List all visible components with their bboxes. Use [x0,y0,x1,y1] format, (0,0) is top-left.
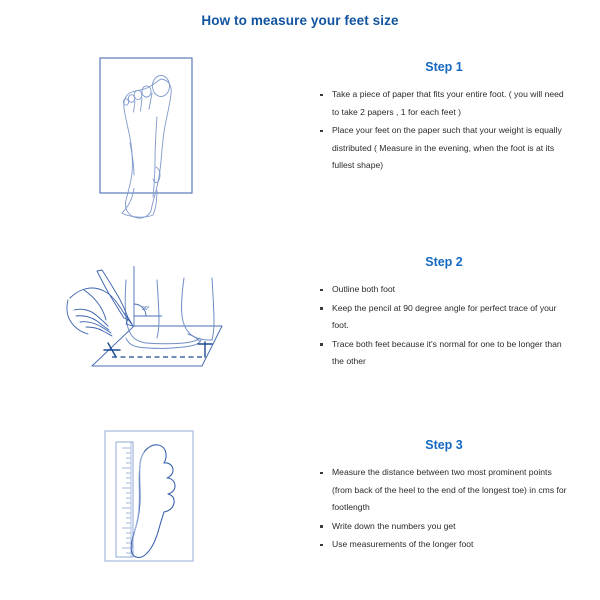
list-item: Measure the distance between two most prominent points (from back of the heel to the end of the longest toe) in cms for footlength [318,464,570,517]
step-1-bullet-list [318,86,570,175]
pencil [97,270,129,320]
step-3-bullet-list [318,464,570,554]
step-3-section [0,430,600,570]
ruler [116,442,133,557]
angle-label: 90° [142,306,150,312]
finger-3 [80,322,111,333]
step-3-illustration [104,430,219,565]
page-title: How to measure your feet size [201,13,399,28]
step-1-heading: Step 1 [425,60,463,74]
list-item: Take a piece of paper that fits your entire foot. ( you will need to take 2 papers , 1 for each feet ) [318,86,570,121]
paper-sheet [100,58,192,193]
step-3-heading: Step 3 [425,438,463,452]
step-2-text-column [318,255,570,372]
step-2-section [0,250,600,390]
paper-mat [92,326,222,366]
list-item: Write down the numbers you get [318,518,570,536]
list-item: Outline both foot [318,281,570,299]
list-item: Trace both feet because it's normal for one to be longer than the other [318,336,570,371]
step-2-bullet-list [318,281,570,371]
step-1-illustration [99,57,219,222]
step-1-section [0,52,600,217]
list-item: Place your feet on the paper such that your weight is equally distributed ( Measure in the evening, when the foot is at its fullest shape) [318,122,570,175]
step-2-illustration [62,258,242,388]
step-3-text-column [318,438,570,555]
step-2-heading: Step 2 [425,255,463,269]
list-item: Use measurements of the longer foot [318,536,570,554]
list-item: Keep the pencil at 90 degree angle for perfect trace of your foot. [318,300,570,335]
step-1-text-column [318,60,570,176]
